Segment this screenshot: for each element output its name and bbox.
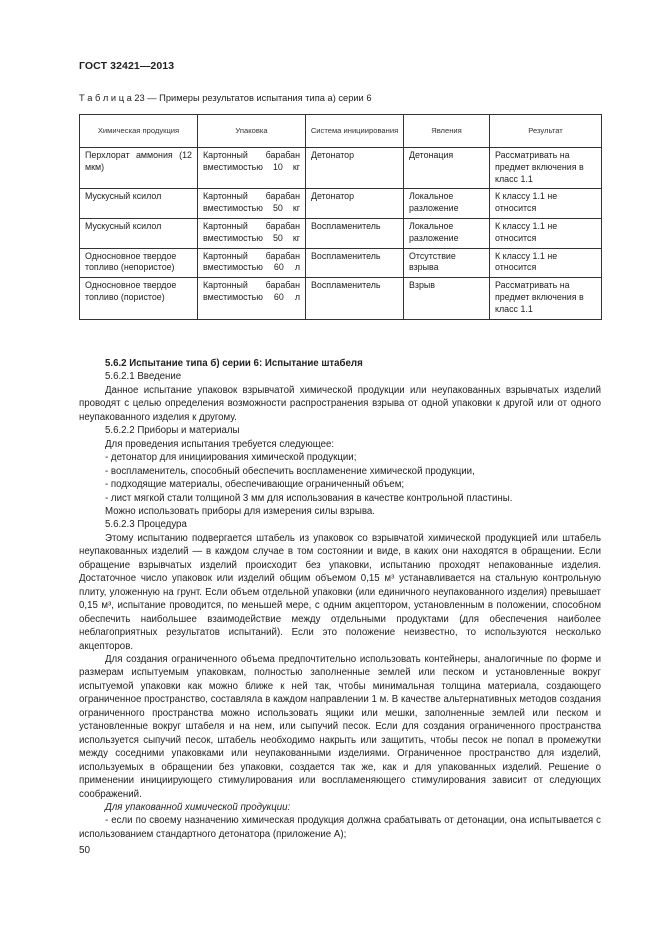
table-header-row [80, 115, 602, 148]
list-item: - если по своему назначению химическая продукция должна срабатывать от детонации, она испытывается с использованием стандартного детонатора (приложение А); [79, 815, 601, 840]
table-cell: Воспламенитель [306, 248, 404, 278]
table-cell: Воспламенитель [306, 278, 404, 319]
list-item: - воспламенитель, способный обеспечить воспламенение химической продукции, [105, 465, 475, 477]
table-cell: Картонный барабан вместимостью 10 кг [198, 148, 306, 189]
subsection-heading: 5.6.2.3 Процедура [105, 519, 187, 531]
document-header: ГОСТ 32421—2013 [79, 60, 175, 72]
table-cell: Рассматривать на предмет включения в класс 1.1 [490, 148, 602, 189]
table-cell: Мускусный ксилол [80, 218, 198, 248]
table-row [80, 278, 602, 319]
table-cell: Картонный барабан вместимостью 50 кг [198, 189, 306, 219]
table-cell: Воспламенитель [306, 218, 404, 248]
column-header: Упаковка [198, 115, 306, 148]
table-cell: К классу 1.1 не относится [490, 248, 602, 278]
list-item: - подходящие материалы, обеспечивающие ограниченный объем; [105, 479, 405, 491]
column-header: Результат [490, 115, 602, 148]
results-table [79, 114, 602, 320]
list-item: - лист мягкой стали толщиной 3 мм для использования в качестве контрольной пластины. [105, 492, 513, 504]
table-cell: Картонный барабан вместимостью 60 л [198, 278, 306, 319]
section-heading: 5.6.2 Испытание типа б) серии 6: Испытание штабеля [105, 358, 363, 369]
table-cell: Отсутствие взрыва [404, 248, 490, 278]
table-cell: Односновное твердое топливо (пористое) [80, 278, 198, 319]
table-cell: Взрыв [404, 278, 490, 319]
table-row [80, 248, 602, 278]
paragraph: Данное испытание упаковок взрывчатой химической продукции или неупакованных взрывчатых изделий проводят с целью определения возможности распространения взрыва от одной упаковки к другой или от одного неупакованного изделия к другому. [79, 384, 601, 423]
body-text [79, 357, 601, 841]
table-cell: К классу 1.1 не относится [490, 218, 602, 248]
table-row [80, 148, 602, 189]
table-cell: Мускусный ксилол [80, 189, 198, 219]
table-cell: Детонатор [306, 148, 404, 189]
subsection-heading: 5.6.2.2 Приборы и материалы [105, 425, 240, 437]
table-cell: Картонный барабан вместимостью 50 кг [198, 218, 306, 248]
italic-heading: Для упакованной химической продукции: [105, 801, 291, 813]
table-cell: Детонатор [306, 189, 404, 219]
list-item: - детонатор для инициирования химической продукции; [105, 452, 357, 464]
paragraph: Для проведения испытания требуется следующее: [105, 438, 335, 450]
table-cell: Картонный барабан вместимостью 60 л [198, 248, 306, 278]
paragraph: Можно использовать приборы для измерения силы взрыва. [105, 505, 376, 517]
table-cell: Рассматривать на предмет включения в класс 1.1 [490, 278, 602, 319]
column-header: Система инициирования [306, 115, 404, 148]
table-caption: Т а б л и ц а 23 — Примеры результатов испытания типа а) серии 6 [79, 93, 372, 103]
table-row [80, 218, 602, 248]
column-header: Химическая продукция [80, 115, 198, 148]
subsection-heading: 5.6.2.1 Введение [105, 371, 182, 383]
paragraph: Для создания ограниченного объема предпочтительно использовать контейнеры, аналогичные по форме и размерам испытуемым упаковкам, полностью заполненные землей или песком и установленные вокруг испытуемой упаковки как можно ближе к ней так, чтобы минимальная толщина материала, создающего ограниченное пространство, составляла в каждом направлении 1 м. В качестве альтернативных методов создания ограниченного пространства можно использовать ящики или мешки, заполненные землей или песком и установленные вокруг штабеля и на нем, или сыпучий песок. Если для создания ограниченного пространства используется сыпучий песок, штабель необходимо накрыть или защитить, чтобы песок не попал в промежутки между соседними упаковками или неупакованными изделиями. Ограниченное пространство для изделий, используемых в обращении без упаковки, создается так же, как и для упакованных изделий. Решение о применении инициирующего стимулирования или воспламеняющего стимулирования зависит от следующих соображений. [79, 653, 601, 800]
table-cell: Локальное разложение [404, 218, 490, 248]
table-cell: Односновное твердое топливо (непористое) [80, 248, 198, 278]
table-cell: Локальное разложение [404, 189, 490, 219]
page-number: 50 [79, 845, 91, 856]
table-cell: К классу 1.1 не относится [490, 189, 602, 219]
table-cell: Детонация [404, 148, 490, 189]
paragraph: Этому испытанию подвергается штабель из упаковок со взрывчатой химической продукцией или штабель неупакованных изделий — в каждом случае в том состоянии и виде, в каких они находятся в обращении. Если обращение взрывчатых изделий происходит без упаковки, испытанию проходят непакованные изделия. Достаточное число упаковок или изделий общим объемом 0,15 м³ устанавливается на стальную контрольную плиту, уложенную на грунт. Если объем отдельной упаковки (или единичного неупакованного изделия) превышает 0,15 м³, испытание проводится, по меньшей мере, с одним акцептором, установленным в положении, способном обеспечить наибольшее взаимодействие между отдельными продуктами (для обеспечения наиболее неблагоприятных результатов испытаний). Если это положение неизвестно, то используются несколько акцепторов. [79, 532, 601, 652]
table-row [80, 189, 602, 219]
table-cell: Перхлорат аммония (12 мкм) [80, 148, 198, 189]
column-header: Явления [404, 115, 490, 148]
